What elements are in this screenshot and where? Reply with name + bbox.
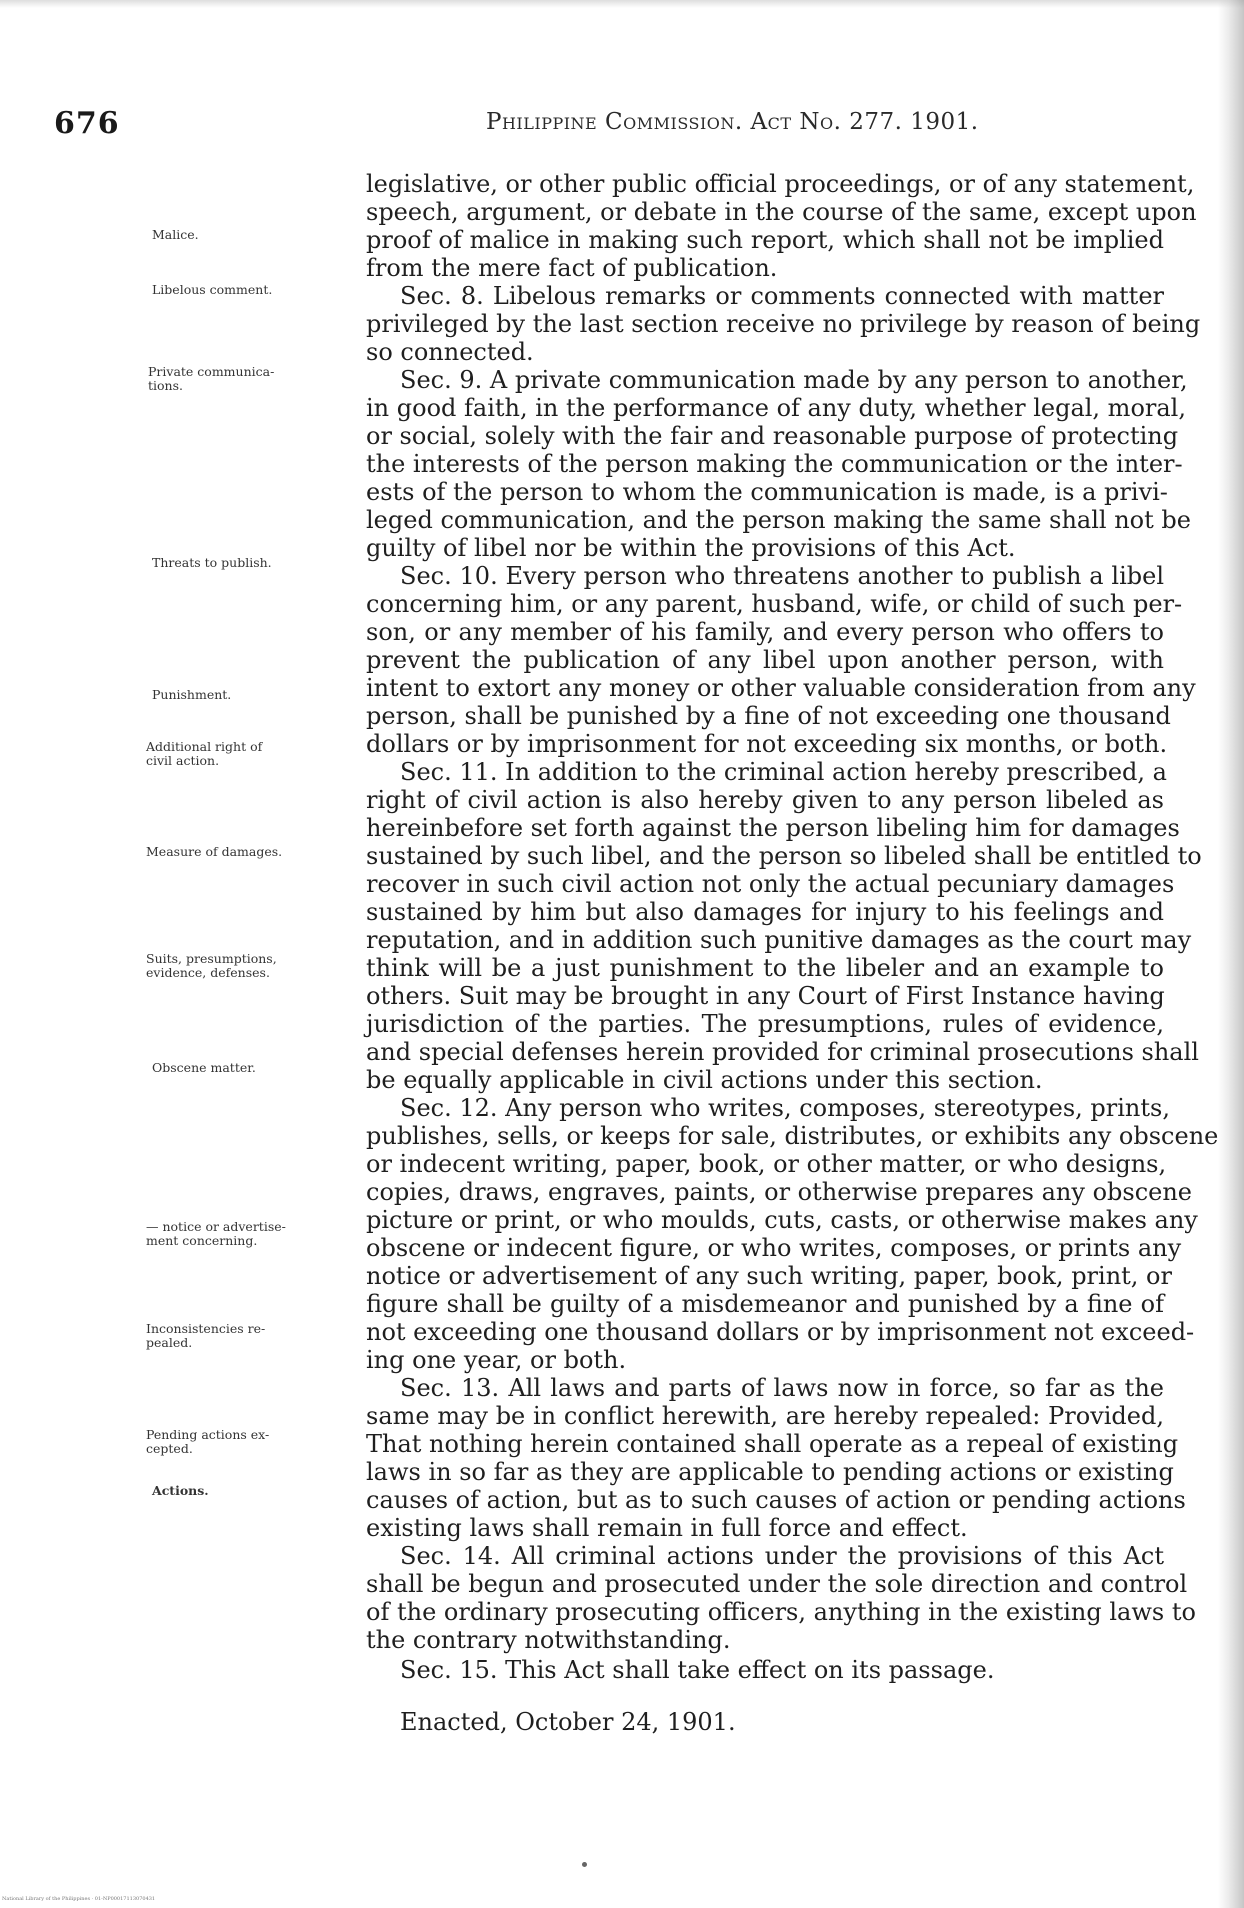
body-line: That nothing herein contained shall operate as a repeal of existing [366,1430,1179,1458]
body-line: ing one year, or both. [366,1346,627,1374]
body-line: laws in so far as they are applicable to pending actions or existing [366,1458,1174,1486]
body-line: or social, solely with the fair and reasonable purpose of protecting [366,422,1179,450]
body-line: figure shall be guilty of a misdemeanor and punished by a fine of [366,1290,1164,1318]
body-line-sec-10: Sec. 10. Every person who threatens another to publish a libel [400,562,1164,590]
body-line: concerning him, or any parent, husband, wife, or child of such per- [366,590,1183,618]
body-line-sec-8: Sec. 8. Libelous remarks or comments connected with matter [400,282,1164,310]
body-line: son, or any member of his family, and every person who offers to [366,618,1164,646]
body-line: guilty of libel nor be within the provisions of this Act. [366,534,1016,562]
body-line: reputation, and in addition such punitive damages as the court may [366,926,1192,954]
body-line: in good faith, in the performance of any duty, whether legal, moral, [366,394,1186,422]
body-line-proviso: same may be in conflict herewith, are hereby repealed: Provided, [366,1402,1164,1430]
body-line: recover in such civil action not only the actual pecuniary damages [366,870,1175,898]
margin-note-pending-actions-excepted: Pending actions ex- cepted. [146,1427,270,1456]
body-line: notice or advertisement of any such writing, paper, book, print, or [366,1262,1172,1290]
margin-note-libelous-comment: Libelous comment. [152,282,273,297]
margin-note-inconsistencies-repealed: Inconsistencies re- pealed. [146,1321,266,1350]
margin-note-additional-right: Additional right of civil action. [146,739,263,768]
body-line: think will be a just punishment to the libeler and an example to [366,954,1164,982]
body-line: intent to extort any money or other valuable consideration from any [366,674,1196,702]
page-right-edge-shadow [1218,0,1244,1908]
enacted-date: Enacted, October 24, 1901. [400,1708,736,1736]
body-line: hereinbefore set forth against the person libeling him for damages [366,814,1180,842]
body-line: so connected. [366,338,534,366]
running-head: Philippine Commission. Act No. 277. 1901. [486,109,979,135]
body-line: prevent the publication of any libel upon another person, with [366,646,1164,674]
margin-note-private-communications: Private communica- tions. [148,364,275,393]
body-line: the interests of the person making the communication or the inter- [366,450,1183,478]
body-line: sustained by him but also damages for injury to his feelings and [366,898,1164,926]
body-line: be equally applicable in civil actions under this section. [366,1066,1043,1094]
body-line: leged communication, and the person making the same shall not be [366,506,1191,534]
body-line: of the ordinary prosecuting officers, anything in the existing laws to [366,1598,1196,1626]
body-line: not exceeding one thousand dollars or by imprisonment not exceed- [366,1318,1195,1346]
body-line-sec-13: Sec. 13. All laws and parts of laws now in force, so far as the [400,1374,1164,1402]
body-line: or indecent writing, paper, book, or other matter, or who designs, [366,1150,1167,1178]
body-line-sec-11: Sec. 11. In addition to the criminal action hereby prescribed, a [400,758,1167,786]
body-line: the contrary notwithstanding. [366,1626,731,1654]
body-line-sec-9: Sec. 9. A private communication made by any person to another, [400,366,1188,394]
margin-note-measure-of-damages: Measure of damages. [146,844,283,859]
body-line-sec-15: Sec. 15. This Act shall take effect on its passage. [400,1656,995,1684]
body-line: jurisdiction of the parties. The presumptions, rules of evidence, [366,1010,1164,1038]
body-line: obscene or indecent figure, or who writes, composes, or prints any [366,1234,1182,1262]
body-line: and special defenses herein provided for criminal prosecutions shall [366,1038,1199,1066]
page-top-edge [0,0,1244,8]
margin-note-actions: Actions. [152,1483,209,1498]
body-line-sec-14: Sec. 14. All criminal actions under the provisions of this Act [400,1542,1164,1570]
body-line: person, shall be punished by a fine of not exceeding one thousand [366,702,1171,730]
body-line: legislative, or other public official proceedings, or of any statement, [366,170,1195,198]
body-line: from the mere fact of publication. [366,254,778,282]
margin-note-suits-presumptions: Suits, presumptions, evidence, defenses. [146,951,277,980]
body-line: sustained by such libel, and the person so libeled shall be entitled to [366,842,1202,870]
page-number: 676 [54,106,120,141]
body-line: publishes, sells, or keeps for sale, distributes, or exhibits any obscene [366,1122,1219,1150]
body-line: picture or print, or who moulds, cuts, casts, or otherwise makes any [366,1206,1198,1234]
margin-note-threats-to-publish: Threats to publish. [152,555,272,570]
body-line: existing laws shall remain in full force and effect. [366,1514,968,1542]
body-line: right of civil action is also hereby given to any person libeled as [366,786,1164,814]
page-speck [582,1862,587,1867]
body-line-sec-12: Sec. 12. Any person who writes, composes, stereotypes, prints, [400,1094,1170,1122]
body-line: copies, draws, engraves, paints, or otherwise prepares any obscene [366,1178,1192,1206]
margin-note-notice-or-advertisement: — notice or advertise- ment concerning. [146,1219,286,1248]
margin-note-punishment: Punishment. [152,687,232,702]
body-line: others. Suit may be brought in any Court of First Instance having [366,982,1165,1010]
footer-scan-note: National Library of the Philippines · 01-NP00017113070431 [2,1896,156,1902]
body-line: causes of action, but as to such causes of action or pending actions [366,1486,1186,1514]
body-line: privileged by the last section receive no privilege by reason of being [366,310,1201,338]
body-line: ests of the person to whom the communication is made, is a privi- [366,478,1168,506]
body-line: dollars or by imprisonment for not exceeding six months, or both. [366,730,1168,758]
body-line: speech, argument, or debate in the course of the same, except upon [366,198,1197,226]
body-line: shall be begun and prosecuted under the sole direction and control [366,1570,1188,1598]
body-line: proof of malice in making such report, which shall not be implied [366,226,1164,254]
margin-note-malice: Malice. [152,227,199,242]
margin-note-obscene-matter: Obscene matter. [152,1060,256,1075]
